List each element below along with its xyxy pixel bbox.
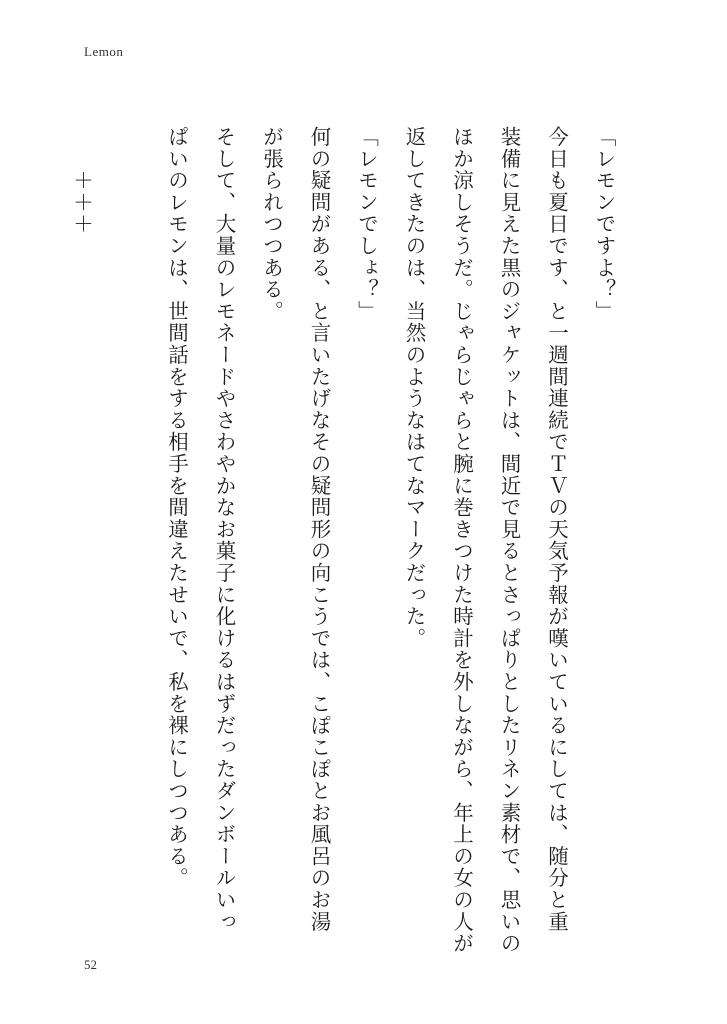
page-number: 52	[84, 957, 97, 972]
text-line: 装備に見えた黒のジャケットは、間近で見るとさっぱりとしたリネン素材で、思いの	[497, 126, 521, 955]
text-line: 「レモンでしょ？」	[354, 126, 379, 323]
text-line: そして、大量のレモネードやさわやかなお菓子に化けるはずだったダンボールいっ	[212, 126, 236, 933]
text-line: ぱいのレモンは、世間話をする相手を間違えたせいで、私を裸にしつつある。	[164, 126, 189, 889]
text-line: 「レモンですよ？」	[592, 126, 616, 323]
blank-line	[10, 126, 58, 926]
text-line	[0, 126, 10, 926]
scene-break: ＋＋＋	[69, 126, 94, 235]
running-head: Lemon	[84, 44, 124, 59]
vertical-body-text	[0, 126, 627, 955]
text-line: 何の疑問がある、と言いたげなその疑問形の向こうでは、こぽこぽとお風呂のお湯	[307, 126, 331, 933]
text-line: ほか涼しそうだ。じゃらじゃらと腕に巻きつけた時計を外しながら、年上の女の人が	[449, 126, 474, 955]
text-line: が張られつつある。	[259, 126, 284, 323]
blank-line	[105, 126, 153, 926]
text-line: 返してきたのは、当然のようなはてなマークだった。	[402, 126, 426, 650]
text-line: 今日も夏日です、と一週間連続でＴＶの天気予報が嘆いているにしては、随分と重	[544, 126, 569, 933]
